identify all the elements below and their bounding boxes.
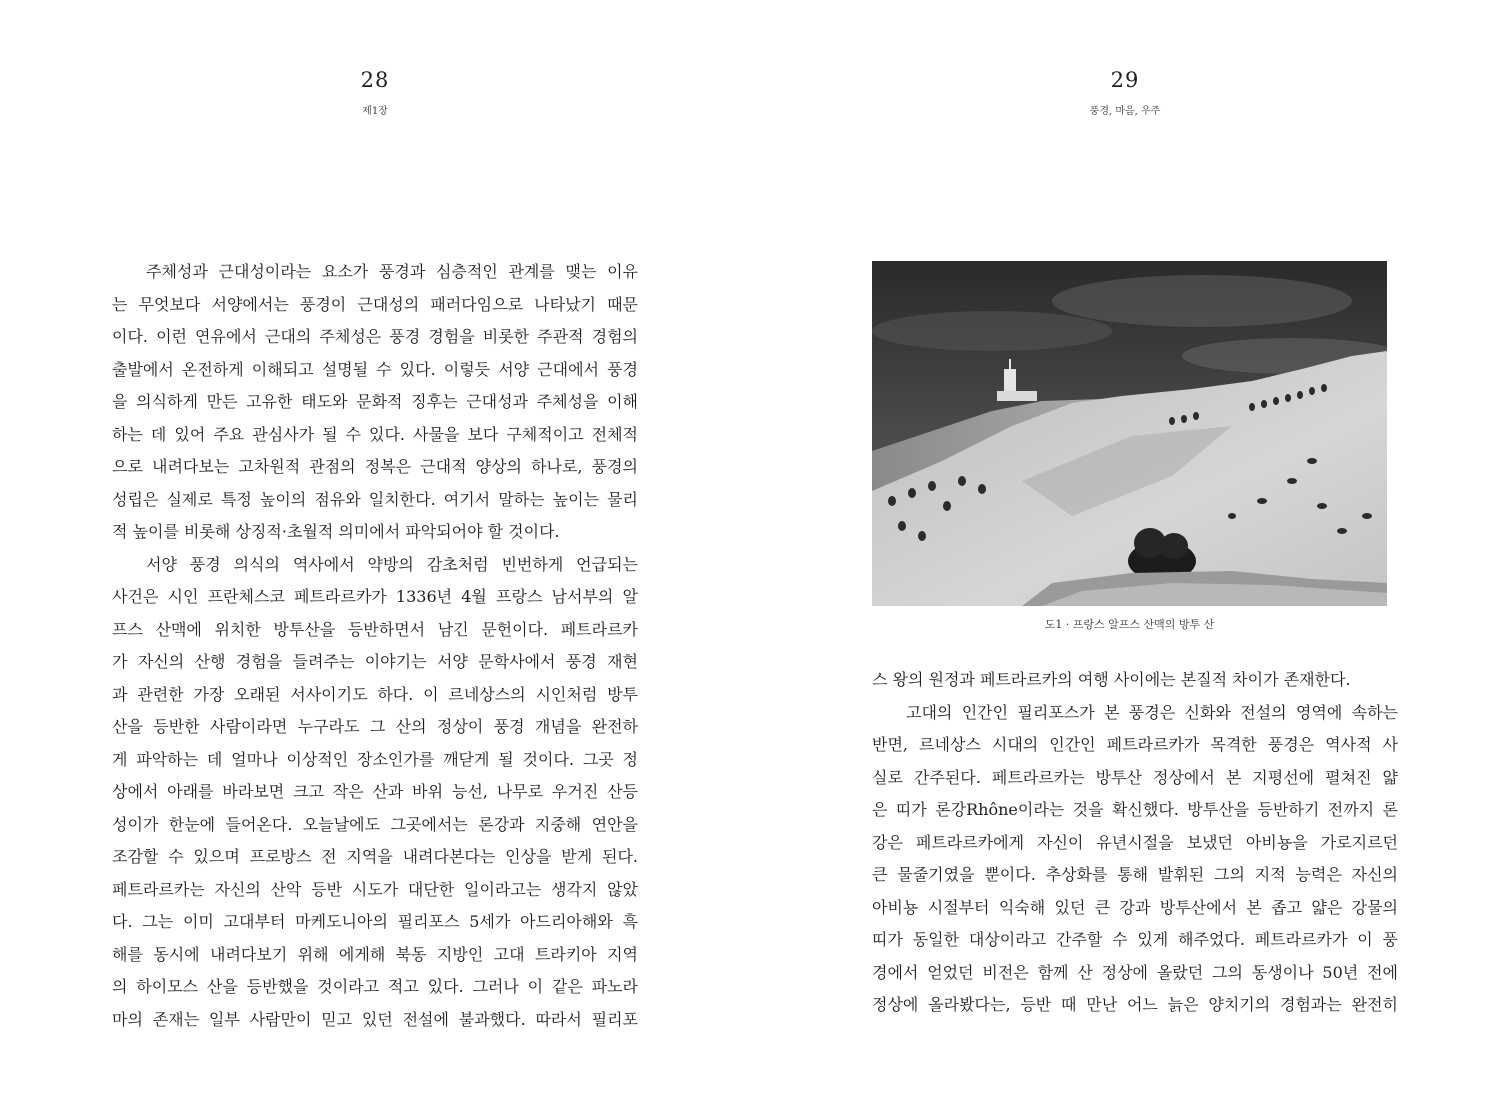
text-line: 출발에서 온전하게 이해되고 설명될 수 있다. 이렇듯 서양 근대에서 풍경 xyxy=(112,359,638,379)
text-line: 을 의식하게 만든 고유한 태도와 문화적 징후는 근대성과 주체성을 이해 xyxy=(112,392,638,411)
text-line: 고대의 인간인 필리포스가 본 풍경은 신화와 전설의 영역에 속하는 xyxy=(906,702,1398,722)
text-line: 과 관련한 가장 오래된 서사이기도 하다. 이 르네상스의 시인처럼 방투 xyxy=(112,684,638,704)
text-line: 강은 페트라르카에게 자신이 유년시절을 보냈던 아비뇽을 가로지르던 xyxy=(872,832,1398,852)
page-number: 29 xyxy=(1110,68,1140,92)
text-line: 으로 내려다보는 고차원적 관점의 정복은 근대적 양상의 하나로, 풍경의 xyxy=(112,457,638,476)
text-line: 스 왕의 원정과 페트라르카의 여행 사이에는 본질적 차이가 존재한다. xyxy=(872,670,1351,689)
body-text xyxy=(872,664,1398,1022)
text-line: 띠가 동일한 대상이라고 간주할 수 있게 해주었다. 페트라르카가 이 풍 xyxy=(872,930,1398,949)
text-line: 사건은 시인 프란체스코 페트라르카가 1336년 4월 프랑스 남서부의 알 xyxy=(112,587,638,606)
text-line: 반면, 르네상스 시대의 인간인 페트라르카가 목격한 풍경은 역사적 사 xyxy=(872,735,1398,754)
text-line: 게 파악하는 데 얼마나 이상적인 장소인가를 깨닫게 될 것이다. 그곳 정 xyxy=(112,749,638,769)
text-line: 성이가 한눈에 들어온다. 오늘날에도 그곳에서는 론강과 지중해 연안을 xyxy=(112,814,638,834)
right-page xyxy=(750,0,1500,1100)
figure-caption: 도1 · 프랑스 알프스 산맥의 방투 산 xyxy=(1044,618,1215,631)
text-line: 서양 풍경 의식의 역사에서 약방의 감초처럼 빈번하게 언급되는 xyxy=(146,554,638,574)
text-line: 산을 등반한 사람이라면 누구라도 그 산의 정상이 풍경 개념을 완전하 xyxy=(112,717,638,736)
running-head: 제1장 xyxy=(362,106,388,117)
text-line: 은 띠가 론강Rhône이라는 것을 확신했다. 방투산을 등반하기 전까지 론 xyxy=(872,800,1398,819)
text-line: 적 높이를 비롯해 상징적·초월적 의미에서 파악되어야 할 것이다. xyxy=(112,522,560,541)
text-line: 프스 산맥에 위치한 방투산을 등반하면서 남긴 문헌이다. 페트라르카 xyxy=(112,619,638,639)
text-line: 정상에 올라봤다는, 등반 때 만난 어느 늙은 양치기의 경험과는 완전히 xyxy=(872,995,1398,1014)
text-line: 해를 동시에 내려다보기 위해 에게해 북동 지방인 고대 트라키아 지역 xyxy=(112,944,638,964)
text-line: 실로 간주된다. 페트라르카는 방투산 정상에서 본 지평선에 펼쳐진 얇 xyxy=(872,767,1398,787)
text-line: 마의 존재는 일부 사람만이 믿고 있던 전설에 불과했다. 따라서 필리포 xyxy=(112,1009,638,1029)
text-line: 조감할 수 있으며 프로방스 전 지역을 내려다본다는 인상을 받게 된다. xyxy=(112,847,638,866)
text-line: 는 무엇보다 서양에서는 풍경이 근대성의 패러다임으로 나타났기 때문 xyxy=(112,294,638,314)
text-line: 이다. 이런 연유에서 근대의 주체성은 풍경 경험을 비롯한 주관적 경험의 xyxy=(112,327,638,346)
running-head: 풍경, 마음, 우주 xyxy=(1089,106,1161,117)
text-line: 주체성과 근대성이라는 요소가 풍경과 심층적인 관계를 맺는 이유 xyxy=(146,262,638,281)
text-line: 하는 데 있어 주요 관심사가 될 수 있다. 사물을 보다 구체적이고 전체적 xyxy=(112,424,638,444)
text-line: 아비뇽 시절부터 익숙해 있던 큰 강과 방투산에서 본 좁고 얇은 강물의 xyxy=(872,897,1398,917)
page-number: 28 xyxy=(360,68,390,92)
text-line: 상에서 아래를 바라보면 크고 작은 산과 바위 능선, 나무로 우거진 산등 xyxy=(112,782,638,801)
text-line: 가 자신의 산행 경험을 들려주는 이야기는 서양 문학사에서 풍경 재현 xyxy=(112,652,638,671)
text-line: 성립은 실제로 특정 높이의 점유와 일치한다. 여기서 말하는 높이는 물리 xyxy=(112,489,638,509)
text-line: 큰 물줄기였을 뿐이다. 추상화를 통해 발휘된 그의 지적 능력은 자신의 xyxy=(872,865,1398,884)
body-text xyxy=(112,256,638,1036)
figure-photo xyxy=(872,261,1387,606)
text-line: 의 하이모스 산을 등반했을 것이라고 적고 있다. 그러나 이 같은 파노라 xyxy=(112,977,638,996)
text-line: 경에서 얻었던 비전은 함께 산 정상에 올랐던 그의 동생이나 50년 전에 xyxy=(872,962,1398,982)
text-line: 페트라르카는 자신의 산악 등반 시도가 대단한 일이라고는 생각지 않았 xyxy=(112,879,638,899)
text-line: 다. 그는 이미 고대부터 마케도니아의 필리포스 5세가 아드리아해와 흑 xyxy=(112,912,638,931)
